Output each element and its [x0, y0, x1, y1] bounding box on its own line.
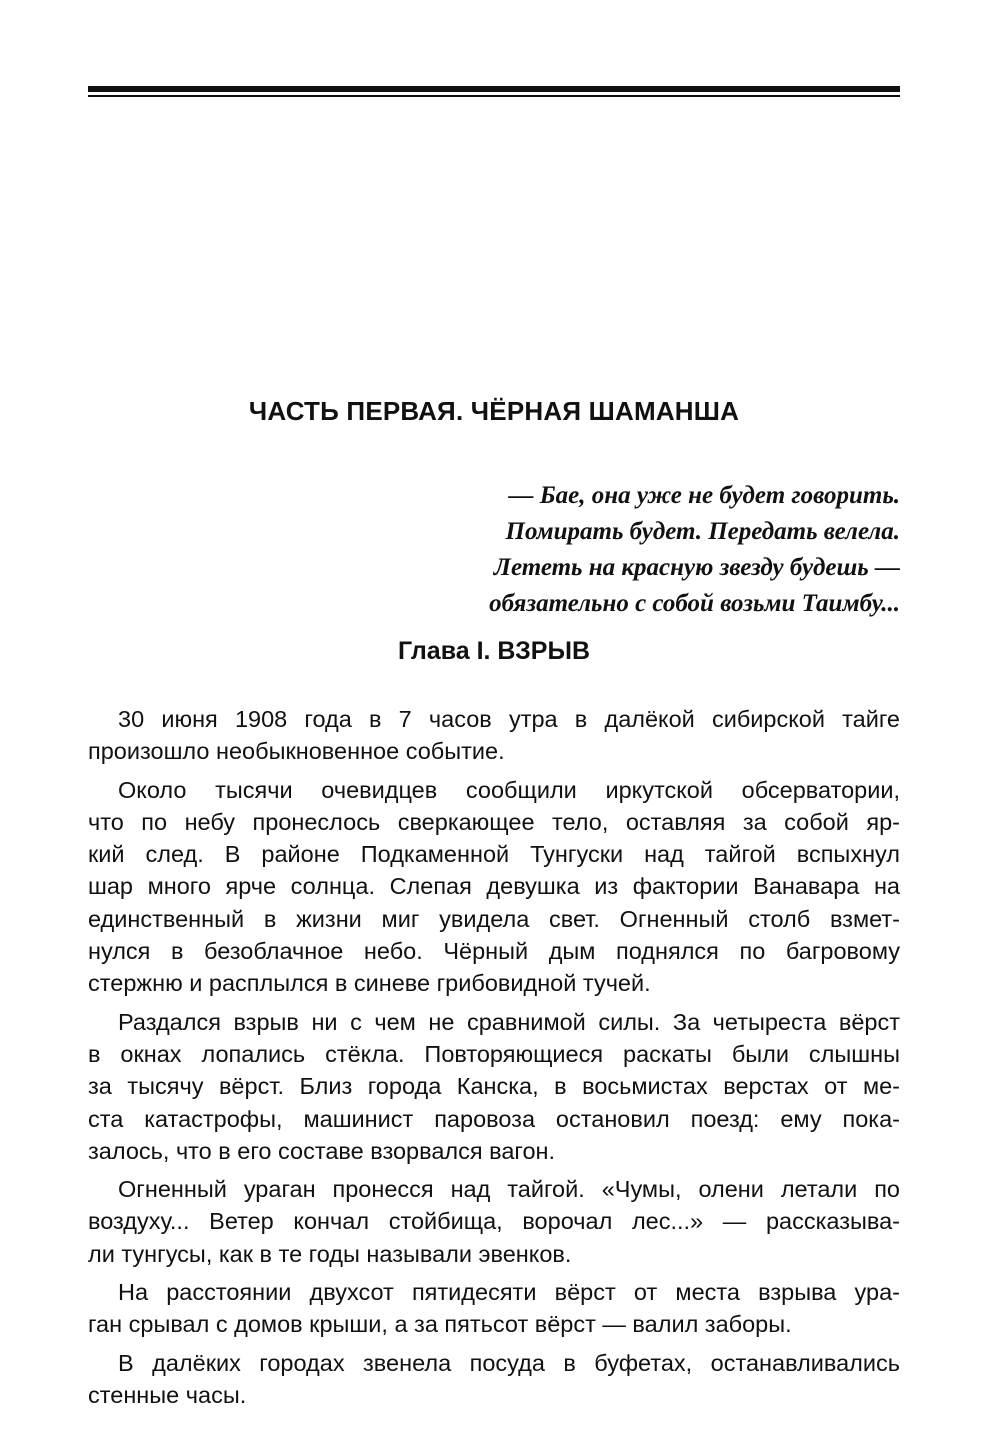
part-title: ЧАСТЬ ПЕРВАЯ. ЧЁРНАЯ ШАМАНША: [248, 396, 740, 426]
text-line: ли тунгусы, как в те годы называли эвенков.: [88, 1240, 572, 1267]
text-line: воздуху... Ветер кончал стойбища, ворочал лес...» — рассказыва-: [88, 1208, 900, 1235]
header-rule-thin: [88, 95, 900, 97]
paragraph: [88, 774, 900, 1000]
text-line: Около тысячи очевидцев сообщили иркутской обсерватории,: [118, 776, 900, 803]
text-line: 30 июня 1908 года в 7 часов утра в далёкой сибирской тайге: [118, 706, 900, 732]
text-line: произошло необыкновенное событие.: [88, 738, 505, 765]
text-line: в окнах лопались стёкла. Повторяющиеся раскаты были слышны: [88, 1040, 900, 1067]
text-line: стенные часы.: [88, 1381, 247, 1408]
epigraph: [300, 478, 900, 622]
paragraph: [88, 1173, 900, 1270]
paragraph: [88, 703, 900, 768]
text-line: На расстоянии двухсот пятидесяти вёрст от места взрыва ура-: [118, 1279, 900, 1306]
epigraph-line: — Бае, она уже не будет говорить.: [508, 482, 900, 509]
text-line: Огненный ураган пронесся над тайгой. «Чумы, олени летали по: [118, 1176, 900, 1203]
text-line: единственный в жизни миг увидела свет. Огненный столб взмет-: [88, 905, 900, 932]
epigraph-line: Лететь на красную звезду будешь —: [493, 554, 900, 581]
text-line: ган срывал с домов крыши, а за пятьсот вёрст — валил заборы.: [88, 1311, 792, 1338]
chapter-title: Глава I. ВЗРЫВ: [397, 637, 591, 665]
epigraph-line: Помирать будет. Передать велела.: [505, 518, 900, 545]
text-line: за тысячу вёрст. Близ города Канска, в восьмистах верстах от ме-: [88, 1073, 900, 1100]
text-line: В далёких городах звенела посуда в буфетах, останавливались: [118, 1349, 900, 1376]
text-line: Раздался взрыв ни с чем не сравнимой силы. За четыреста вёрст: [118, 1008, 900, 1035]
text-line: нулся в безоблачное небо. Чёрный дым поднялся по багровому: [88, 938, 900, 965]
text-line: залось, что в его составе взорвался вагон.: [88, 1137, 556, 1164]
text-line: что по небу пронеслось сверкающее тело, оставляя за собой яр-: [88, 808, 900, 835]
text-line: шар много ярче солнца. Слепая девушка из фактории Ванавара на: [88, 873, 900, 900]
paragraph: [88, 1347, 900, 1412]
epigraph-line: обязательно с собой возьми Таимбу...: [489, 590, 900, 617]
text-line: стержню и расплылся в синеве грибовидной тучей.: [88, 970, 651, 997]
paragraph: [88, 1006, 900, 1167]
chapter-body: [88, 703, 900, 1417]
text-line: ста катастрофы, машинист паровоза остановил поезд: ему пока-: [88, 1105, 900, 1132]
header-rule-thick: [88, 86, 900, 92]
paragraph: [88, 1276, 900, 1341]
text-line: кий след. В районе Подкаменной Тунгуски над тайгой вспыхнул: [88, 841, 900, 868]
